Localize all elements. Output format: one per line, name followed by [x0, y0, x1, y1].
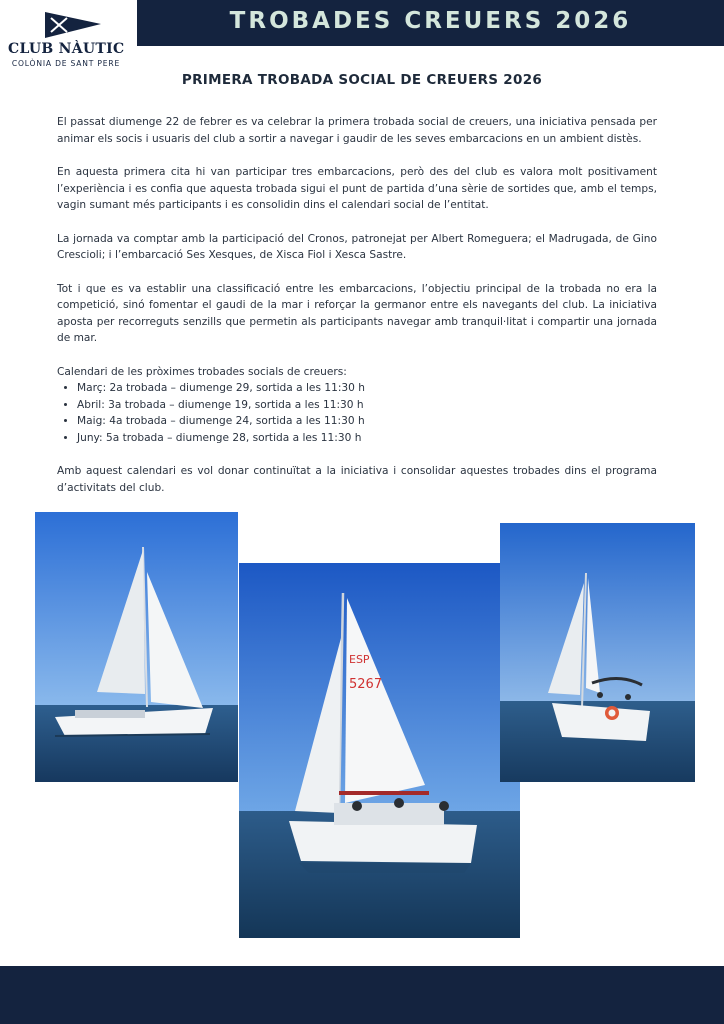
sailboat-photo-left	[35, 512, 238, 782]
article-body	[57, 114, 657, 513]
club-logo[interactable]	[8, 10, 124, 72]
calendar-list	[57, 380, 657, 446]
calendar-item: • Març: 2a trobada – diumenge 29, sortida a les 11:30 h	[77, 380, 657, 397]
paragraph: El passat diumenge 22 de febrer es va celebrar la primera trobada social de creuers, una iniciativa pensada per animar els socis i usuaris del club a sortir a navegar i gaudir de les seves embarcacions en un ambient distès.	[57, 116, 657, 145]
header-title: TROBADES CREUERS 2026	[229, 8, 632, 34]
logo-subtitle: COLÒNIA DE SANT PERE	[11, 59, 121, 68]
closing-paragraph: Amb aquest calendari es vol donar continuïtat a la iniciativa i consolidar aquestes trobades dins el programa d’activitats del club.	[57, 465, 657, 494]
sail-number: 5267	[349, 677, 383, 692]
sailboat-photo-center	[239, 563, 520, 938]
header-band	[137, 0, 724, 46]
footer-band	[0, 966, 724, 1024]
paragraph: En aquesta primera cita hi van participar tres embarcacions, però des del club es valora molt positivament l’experiència i es confia que aquesta trobada sigui el punt de partida d’una sèrie de sortides que, amb el temps, vagin sumant més participants i es consolidin dins el calendari social de l’entitat.	[57, 166, 657, 211]
calendar-item: • Juny: 5a trobada – diumenge 28, sortida a les 11:30 h	[77, 430, 657, 447]
calendar-item: • Abril: 3a trobada – diumenge 19, sortida a les 11:30 h	[77, 397, 657, 414]
pennant-flag-icon	[43, 10, 103, 40]
paragraph: Tot i que es va establir una classificació entre les embarcacions, l’objectiu principal de la trobada no era la competició, sinó fomentar el gaudi de la mar i reforçar la germanor entre els navegants del club. La iniciativa aposta per recorreguts senzills que permetin als participants navegar amb tranquil·litat i compartir una jornada de mar.	[57, 282, 657, 344]
paragraph: La jornada va comptar amb la participació del Cronos, patronejat per Albert Romeguera; el Madrugada, de Gino Crescioli; i l’embarcació Ses Xesques, de Xisca Fiol i Xesca Sastre.	[57, 232, 657, 261]
calendar-intro: Calendari de les pròximes trobades socials de creuers:	[57, 365, 347, 378]
sail-country-code: ESP	[349, 653, 370, 666]
logo-name: CLUB NÀUTIC	[8, 41, 125, 57]
sailboat-photo-right	[500, 523, 695, 782]
article-title: PRIMERA TROBADA SOCIAL DE CREUERS 2026	[181, 72, 543, 88]
calendar-item: • Maig: 4a trobada – diumenge 24, sortida a les 11:30 h	[77, 413, 657, 430]
